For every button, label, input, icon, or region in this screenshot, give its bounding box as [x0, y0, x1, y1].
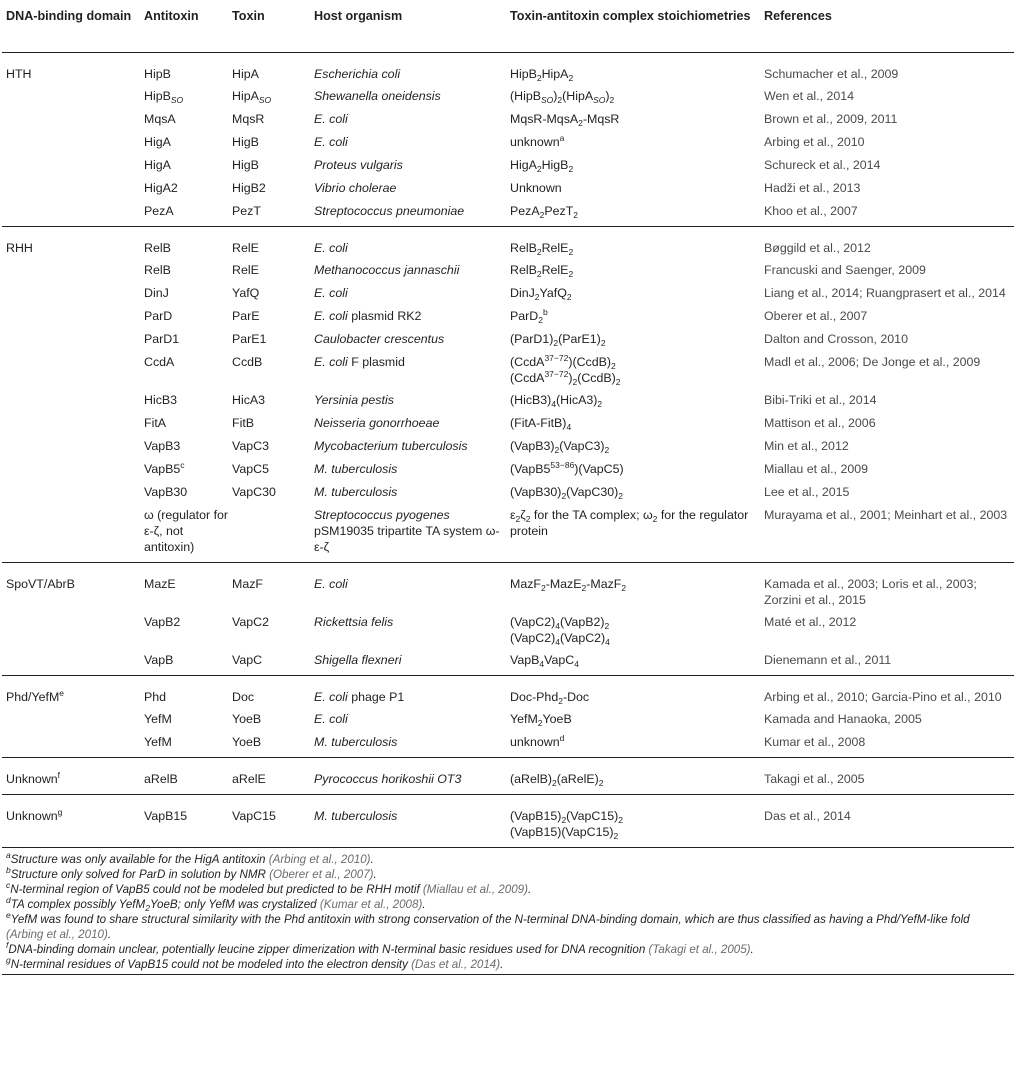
complex-cell: $(HicB3)_4(HicA3)_2$ — [510, 392, 603, 409]
complex-cell: HipB$_2$HipA$_2$ — [510, 66, 574, 83]
domain-cell: Unknown$^g$ — [6, 806, 63, 823]
complex-cell: unknown$^a$ — [510, 132, 565, 149]
reference-cell: Khoo et al., 2007 — [764, 203, 858, 218]
table-header — [2, 0, 1014, 52]
toxin-cell: HigB — [232, 134, 259, 149]
header-host-organism: Host organism — [314, 9, 403, 23]
host-cell: E. coli — [314, 576, 348, 591]
antitoxin-cell: YefM — [144, 734, 172, 749]
host-cell: Streptococcus pyogenes pSM19035 tripartite TA system ω-ε-ζ — [314, 507, 500, 554]
table-row — [2, 562, 1014, 611]
table-row — [2, 481, 1014, 504]
host-cell: M. tuberculosis — [314, 734, 398, 749]
complex-cell: $(ParD1)_2(ParE1)_2$ — [510, 331, 606, 348]
reference-cell: Bibi-Triki et al., 2014 — [764, 392, 877, 407]
toxin-cell: Doc — [232, 689, 255, 704]
reference-cell: Kamada and Hanaoka, 2005 — [764, 711, 922, 726]
antitoxin-cell: PezA — [144, 203, 174, 218]
table-row — [2, 389, 1014, 412]
reference-cell: Arbing et al., 2010; Garcia-Pino et al., 2010 — [764, 689, 1002, 704]
antitoxin-cell: VapB30 — [144, 484, 188, 499]
reference-cell: Dienemann et al., 2011 — [764, 652, 892, 667]
complex-cell: $(HipB_{SO})_2(HipA_{SO})_2$ — [510, 88, 615, 105]
host-cell: Shewanella oneidensis — [314, 88, 441, 103]
reference-cell: Kamada et al., 2003; Loris et al., 2003; Zorzini et al., 2015 — [764, 576, 977, 607]
host-cell: Methanococcus jannaschii — [314, 262, 460, 277]
antitoxin-cell: HipB — [144, 66, 171, 81]
toxin-cell: RelE — [232, 240, 259, 255]
complex-cell: $(VapB5^{53-86})(VapC5)$ — [510, 459, 624, 476]
toxin-cell: CcdB — [232, 354, 263, 369]
complex-cell: RelB$_2$RelE$_2$ — [510, 262, 574, 279]
toxin-cell: PezT — [232, 203, 261, 218]
antitoxin-cell: VapB3 — [144, 438, 181, 453]
table-row — [2, 504, 1014, 563]
host-cell: M. tuberculosis — [314, 461, 398, 476]
reference-cell: Madl et al., 2006; De Jonge et al., 2009 — [764, 354, 981, 369]
toxin-cell: VapC3 — [232, 438, 269, 453]
complex-cell: HigA$_2$HigB$_2$ — [510, 157, 574, 174]
reference-cell: Dalton and Crosson, 2010 — [764, 331, 908, 346]
header-references: References — [764, 9, 832, 23]
host-cell: E. coli plasmid RK2 — [314, 308, 422, 323]
complex-cell: $\varepsilon_2\zeta_2$ for the TA complex; $\omega_2$ for the regulator protein — [510, 507, 749, 538]
toxin-cell: VapC5 — [232, 461, 269, 476]
header-toxin: Toxin — [232, 9, 265, 23]
footnote-a: $^a$Structure was only available for the HigA antitoxin (Arbing et al., 2010). — [6, 849, 374, 866]
table-row — [2, 708, 1014, 731]
host-cell: E. coli — [314, 240, 348, 255]
antitoxin-cell: ParD1 — [144, 331, 180, 346]
complex-cell: MqsR-MqsA$_2$-MqsR — [510, 111, 620, 128]
reference-cell: Liang et al., 2014; Ruangprasert et al., 2014 — [764, 285, 1006, 300]
table-row — [2, 85, 1014, 108]
antitoxin-cell: VapB — [144, 652, 174, 667]
host-cell: E. coli — [314, 134, 348, 149]
reference-cell: Schumacher et al., 2009 — [764, 66, 899, 81]
domain-cell: Phd/YefM$^e$ — [6, 687, 65, 704]
reference-cell: Schureck et al., 2014 — [764, 157, 881, 172]
footnote-mark: f — [57, 769, 61, 780]
reference-cell: Kumar et al., 2008 — [764, 734, 866, 749]
reference-cell: Arbing et al., 2010 — [764, 134, 865, 149]
reference-cell: Oberer et al., 2007 — [764, 308, 868, 323]
toxin-cell: VapC15 — [232, 808, 276, 823]
antitoxin-cell: YefM — [144, 711, 172, 726]
table-row — [2, 52, 1014, 85]
table-row — [2, 611, 1014, 649]
footnote-mark: e — [59, 687, 65, 698]
table-row — [2, 259, 1014, 282]
footnote-mark: c — [180, 459, 185, 470]
header-antitoxin: Antitoxin — [144, 9, 199, 23]
group-hth — [2, 52, 1014, 226]
reference-cell: Murayama et al., 2001; Meinhart et al., 2003 — [764, 507, 1008, 522]
reference-cell: Lee et al., 2015 — [764, 484, 850, 499]
toxin-cell: YoeB — [232, 734, 262, 749]
toxin-cell: MazF — [232, 576, 263, 591]
table-row — [2, 794, 1014, 847]
antitoxin-cell: ParD — [144, 308, 173, 323]
antitoxin-cell: HicB3 — [144, 392, 178, 407]
antitoxin-cell: HigA — [144, 134, 171, 149]
table-row — [2, 328, 1014, 351]
reference-cell: Bøggild et al., 2012 — [764, 240, 871, 255]
footnote-c: $^c$N-terminal region of VapB5 could not be modeled but predicted to be RHH motif (Miallau et al., 2009). — [6, 879, 532, 896]
host-cell: M. tuberculosis — [314, 484, 398, 499]
complex-cell: YefM$_2$YoeB — [510, 711, 572, 728]
table-row — [2, 675, 1014, 708]
table-row — [2, 731, 1014, 758]
toxin-cell: YoeB — [232, 711, 262, 726]
host-cell: E. coli — [314, 285, 348, 300]
group-unknown-f — [2, 757, 1014, 794]
header-complex-stoichiometries: Toxin-antitoxin complex stoichiometries — [510, 9, 751, 23]
footnote-mark: g — [57, 806, 63, 817]
header-dna-binding-domain: DNA-binding domain — [6, 9, 132, 23]
footnote-mark: a — [559, 132, 565, 143]
complex-cell: DinJ$_2$YafQ$_2$ — [510, 285, 572, 302]
antitoxin-cell: ω (regulator for ε-ζ, not antitoxin) — [144, 507, 229, 554]
antitoxin-cell: HigA — [144, 157, 171, 172]
toxin-cell: VapC30 — [232, 484, 276, 499]
complex-cell: ParD$_2^b$ — [510, 306, 548, 325]
footnote-mark: d — [559, 732, 565, 743]
host-cell: Mycobacterium tuberculosis — [314, 438, 468, 453]
table-row — [2, 131, 1014, 154]
reference-cell: Brown et al., 2009, 2011 — [764, 111, 898, 126]
toxin-cell: HigB2 — [232, 180, 266, 195]
antitoxin-cell: aRelB — [144, 771, 178, 786]
host-cell: E. coli — [314, 111, 348, 126]
complex-cell: $(VapB30)_2(VapC30)_2$ — [510, 484, 624, 501]
reference-cell: Wen et al., 2014 — [764, 88, 855, 103]
footnote-e: $^e$YefM was found to share structural similarity with the Phd antitoxin with strong conservation of the N-terminal DNA-binding domain, which are thus classified as having a Phd/YefM-like fold (Arbing et al., 2010). — [6, 909, 970, 941]
table-row — [2, 226, 1014, 259]
host-cell: E. coli — [314, 711, 348, 726]
toxin-cell: HicA3 — [232, 392, 266, 407]
host-cell: Yersinia pestis — [314, 392, 394, 407]
complex-cell: $(VapB3)_2(VapC3)_2$ — [510, 438, 610, 455]
complex-cell: RelB$_2$RelE$_2$ — [510, 240, 574, 257]
antitoxin-cell: HigA2 — [144, 180, 178, 195]
host-cell: E. coli F plasmid — [314, 354, 405, 369]
group-phd-yefm — [2, 675, 1014, 757]
complex-cell: Unknown — [510, 180, 562, 195]
host-cell: Caulobacter crescentus — [314, 331, 445, 346]
complex-cell: Doc-Phd$_2$-Doc — [510, 689, 590, 706]
footnote-mark: b — [542, 306, 548, 317]
toxin-cell: ParE1 — [232, 331, 267, 346]
table-row — [2, 757, 1014, 794]
host-cell: Escherichia coli — [314, 66, 401, 81]
table-row — [2, 435, 1014, 458]
toxin-cell: ParE — [232, 308, 260, 323]
antitoxin-cell: MqsA — [144, 111, 176, 126]
toxin-cell: aRelE — [232, 771, 266, 786]
toxin-antitoxin-table — [2, 0, 1014, 848]
table-row — [2, 282, 1014, 305]
domain-cell: RHH — [6, 240, 33, 255]
toxin-cell: VapC2 — [232, 614, 269, 629]
antitoxin-cell: CcdA — [144, 354, 175, 369]
complex-cell: $(FitA-FitB)_4$ — [510, 415, 572, 432]
antitoxin-cell: DinJ — [144, 285, 169, 300]
reference-cell: Mattison et al., 2006 — [764, 415, 876, 430]
complex-cell: $(CcdA^{37-72})(CcdB)_2$ $(CcdA^{37-72})_2(CcdB)_2$ — [510, 352, 621, 387]
table-row — [2, 351, 1014, 389]
antitoxin-cell: FitA — [144, 415, 167, 430]
complex-cell: PezA$_2$PezT$_2$ — [510, 203, 579, 220]
table-row — [2, 177, 1014, 200]
toxin-cell: YafQ — [232, 285, 260, 300]
toxin-cell: RelE — [232, 262, 259, 277]
table-row — [2, 649, 1014, 676]
host-cell: M. tuberculosis — [314, 808, 398, 823]
domain-cell: SpoVT/AbrB — [6, 576, 75, 591]
antitoxin-cell: VapB15 — [144, 808, 188, 823]
antitoxin-cell: RelB — [144, 240, 171, 255]
footnote-d: $^d$TA complex possibly YefM$_2$YoeB; only YefM was crystalized (Kumar et al., 2008). — [6, 894, 426, 913]
reference-cell: Das et al., 2014 — [764, 808, 851, 823]
toxin-cell: MqsR — [232, 111, 265, 126]
reference-cell: Francuski and Saenger, 2009 — [764, 262, 926, 277]
toxin-cell: HipA$_{SO}$ — [232, 88, 272, 105]
footnotes — [2, 849, 1014, 975]
host-cell: Proteus vulgaris — [314, 157, 403, 172]
group-spovt-abrb — [2, 562, 1014, 675]
complex-cell: $(VapB15)_2(VapC15)_2$ $(VapB15)(VapC15)_2$ — [510, 808, 624, 841]
host-cell: Rickettsia felis — [314, 614, 394, 629]
footnote-f: $^f$DNA-binding domain unclear, potentially leucine zipper dimerization with N-terminal basic residues used for DNA recognition (Takagi et al., 2005). — [6, 939, 754, 956]
complex-cell: unknown$^d$ — [510, 732, 565, 749]
group-unknown-g — [2, 794, 1014, 847]
antitoxin-cell: HipB$_{SO}$ — [144, 88, 184, 105]
group-rhh — [2, 226, 1014, 562]
domain-cell: HTH — [6, 66, 32, 81]
reference-cell: Maté et al., 2012 — [764, 614, 857, 629]
host-cell: Vibrio cholerae — [314, 180, 397, 195]
host-cell: Neisseria gonorrhoeae — [314, 415, 440, 430]
toxin-cell: HipA — [232, 66, 259, 81]
complex-cell: $(VapC2)_4(VapB2)_2$ $(VapC2)_4(VapC2)_4$ — [510, 614, 610, 647]
table-row — [2, 154, 1014, 177]
antitoxin-cell: VapB2 — [144, 614, 181, 629]
toxin-cell: VapC — [232, 652, 263, 667]
toxin-cell: FitB — [232, 415, 255, 430]
reference-cell: Hadži et al., 2013 — [764, 180, 861, 195]
host-cell: Shigella flexneri — [314, 652, 402, 667]
complex-cell: $(aRelB)_2(aRelE)_2$ — [510, 771, 604, 788]
table-row — [2, 200, 1014, 227]
host-cell: Streptococcus pneumoniae — [314, 203, 465, 218]
toxin-cell: HigB — [232, 157, 259, 172]
host-cell: E. coli phage P1 — [314, 689, 405, 704]
footnote-g: $^g$N-terminal residues of VapB15 could not be modeled into the electron density (Das et al., 2014). — [6, 954, 504, 971]
antitoxin-cell: RelB — [144, 262, 171, 277]
footnote-b: $^b$Structure only solved for ParD in solution by NMR (Oberer et al., 2007). — [6, 864, 377, 881]
antitoxin-cell: VapB5$^c$ — [144, 459, 185, 476]
antitoxin-cell: Phd — [144, 689, 167, 704]
table-row — [2, 108, 1014, 131]
domain-cell: Unknown$^f$ — [6, 769, 61, 786]
antitoxin-cell: MazE — [144, 576, 176, 591]
reference-cell: Min et al., 2012 — [764, 438, 849, 453]
table-row — [2, 412, 1014, 435]
host-cell: Pyrococcus horikoshii OT3 — [314, 771, 462, 786]
table-row — [2, 458, 1014, 481]
table-row — [2, 305, 1014, 328]
reference-cell: Takagi et al., 2005 — [764, 771, 865, 786]
complex-cell: VapB$_4$VapC$_4$ — [510, 652, 579, 669]
complex-cell: MazF$_2$-MazE$_2$-MazF$_2$ — [510, 576, 627, 593]
reference-cell: Miallau et al., 2009 — [764, 461, 869, 476]
